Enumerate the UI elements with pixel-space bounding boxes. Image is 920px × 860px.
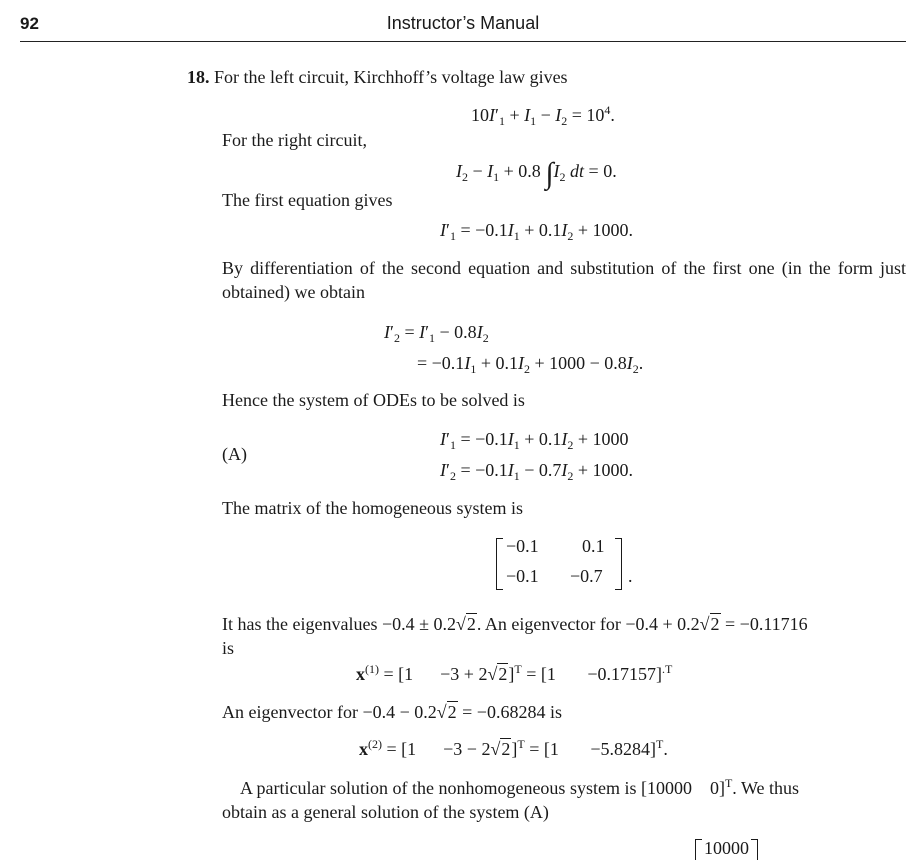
equation-i2-prime-line2: = $-0.1I_1 + 0.1I_2 + 1000 - 0.8I_2$.	[417, 353, 644, 376]
eigenvalues-line: It has the eigenvalues −0.4 ± 0.2√2. An eigenvector for −0.4 + 0.2√2 = −0.11716	[222, 614, 808, 634]
eigvec2-line: An eigenvector for −0.4 − 0.2√2 = −0.68284 is	[222, 702, 562, 722]
problem-intro-line	[187, 65, 568, 89]
particular-text-2: 0]	[709, 778, 725, 798]
particular-solution-line: A particular solution of the nonhomogeneous system is [10000 0]$^T$. We thus	[240, 776, 800, 798]
is-text: is	[222, 638, 235, 658]
system-label: (A)	[222, 444, 247, 464]
matrix-a11: −0.1	[506, 536, 539, 556]
vector-left-bracket	[695, 839, 702, 860]
equation-kvl-left: $10I'_1 + I_1 - I_2 = 10^4$.	[471, 103, 615, 128]
problem-number: 18.	[187, 67, 210, 87]
running-head: Instructor’s Manual	[386, 13, 540, 33]
system-eq2: $I'_2 = -0.1I_1 - 0.7I_2 + 1000$.	[440, 460, 634, 483]
matrix-a22: −0.7	[570, 566, 603, 586]
page-number: 92	[20, 14, 39, 33]
eigenvalues-text: It has the eigenvalues	[222, 614, 378, 634]
matrix-left-bracket	[496, 538, 503, 590]
eigenvector-2: $x^{(2)} = [1$ −3 − 2√2]$^T$ = [1 −5.8284]$^T$.	[359, 737, 668, 759]
vector-top-entry: 10000	[704, 838, 749, 858]
matrix-right-bracket	[615, 538, 622, 590]
general-solution-vector	[695, 838, 758, 860]
particular-text-3: . We thus	[732, 778, 800, 798]
matrix-intro-text: The matrix of the homogeneous system is	[222, 498, 523, 518]
equation-right-circuit: $I_2 - I_1 + 0.8$ $\int I_2$ dt = 0.	[456, 157, 617, 190]
hence-text: Hence the system of ODEs to be solved is	[222, 390, 525, 410]
homogeneous-matrix	[496, 536, 636, 592]
equation-i1-prime: $I'_1 = -0.1I_1 + 0.1I_2 + 1000$.	[440, 220, 634, 243]
matrix-a21: −0.1	[506, 566, 539, 586]
eigenvector-1: $x^{(1)} = [1$ −3 + 2√2]$^T$ = [1 −0.17157]$^{.T}$	[356, 662, 673, 684]
matrix-a12: 0.1	[582, 536, 605, 556]
system-eq1: $I'_1 = -0.1I_1 + 0.1I_2 + 1000$	[440, 429, 629, 452]
particular-text-1: A particular solution of the nonhomogeneous system is [10000	[240, 778, 692, 798]
particular-text-4: obtain as a general solution of the system (A)	[222, 802, 549, 822]
vector-right-bracket	[751, 839, 758, 860]
eigvec2-intro: An eigenvector for	[222, 702, 358, 722]
page-header	[20, 8, 906, 42]
differentiation-text: By differentiation of the second equation and substitution of the first one (in the form just obtained) we obtain	[222, 258, 906, 302]
right-circuit-text: For the right circuit,	[222, 130, 367, 150]
first-eq-gives-text: The first equation gives	[222, 190, 393, 210]
problem-intro: For the left circuit, Kirchhoff’s voltage law gives	[214, 67, 568, 87]
equation-i2-prime-line1: $I'_2 = I'_1 - 0.8I_2$	[384, 322, 489, 345]
matrix-period: .	[628, 566, 633, 586]
